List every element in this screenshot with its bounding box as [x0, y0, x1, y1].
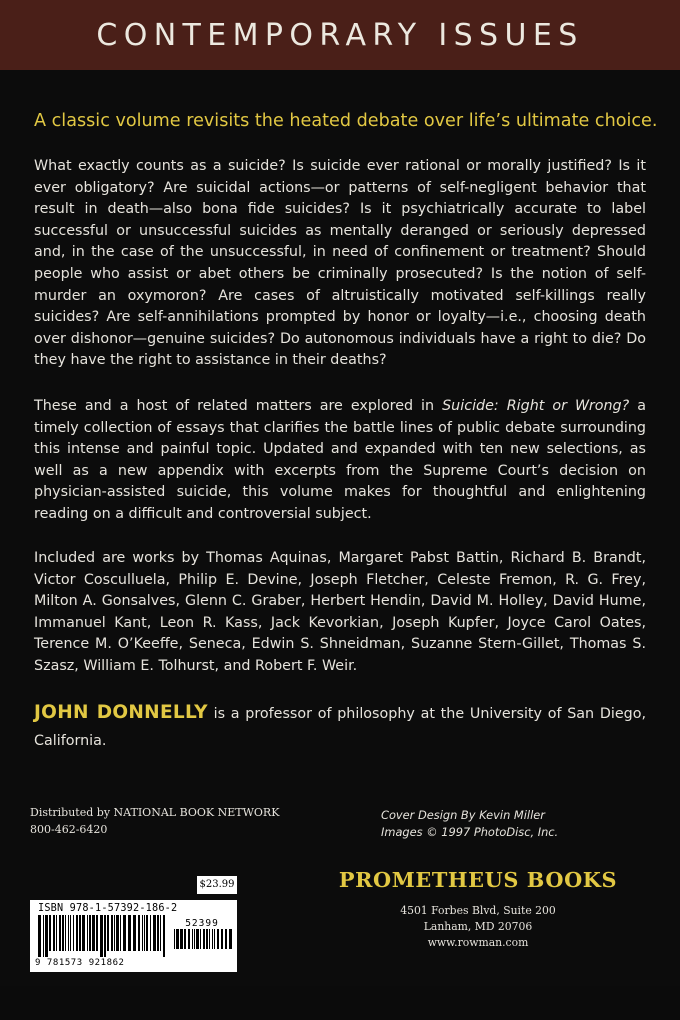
barcode-bar	[206, 929, 208, 949]
barcode-bar	[214, 929, 215, 949]
barcode-bar	[73, 915, 74, 951]
address-line-1: 4501 Forbes Blvd, Suite 200	[400, 904, 556, 917]
barcode-bar	[188, 929, 190, 949]
barcode-bar	[68, 915, 69, 951]
isbn: ISBN 978-1-57392-186-2	[38, 903, 178, 914]
paragraph-2-intro: These and a host of related matters are explored in	[34, 398, 443, 414]
barcode-bar	[49, 915, 51, 951]
barcode-bar	[45, 915, 48, 957]
barcode-bar	[150, 915, 151, 951]
price: $23.99	[199, 879, 235, 890]
ean-digits: 9 781573 921862	[35, 958, 125, 968]
cover-credits	[381, 807, 558, 841]
price-label	[197, 876, 237, 894]
barcode-bar	[53, 915, 55, 951]
barcode-bar	[116, 915, 119, 951]
barcode-bar	[76, 915, 78, 951]
ean-barcode-bars	[36, 915, 168, 957]
barcode-bar	[229, 929, 232, 949]
distributor-phone: 800-462-6420	[30, 823, 108, 836]
description-paragraph-1: What exactly counts as a suicide? Is suicide ever rational or morally justified? Is it ever obligatory? Are suicidal actions—or patterns of self-negligent behavior that result in death—also bona fide suicides? Is it psychiatrically accurate to label successful or unsuccessful suicides as mentally deranged or seriously depressed and, in the case of the unsuccessful, in need of confinement or treatment? Should people who assist or abet others be criminally prosecuted? Is the notion of self-murder an oxymoron? Are cases of altruistically motivated self-killings really suicides? Are self-annihilations prompted by honor or loyalty—i.e., choosing death over dishonor—genuine suicides? Do autonomous individuals have a right to die? Do they have the right to assistance in their deaths?	[34, 158, 646, 369]
barcode-bar	[133, 915, 136, 951]
barcode-bar	[212, 929, 213, 949]
barcode-bar	[38, 915, 41, 957]
barcode-bar	[200, 929, 201, 949]
distributor: Distributed by NATIONAL BOOK NETWORK	[30, 806, 280, 819]
author-bio-text: is a professor of philosophy at the University of San Diego, California.	[34, 706, 646, 749]
series-title: CONTEMPORARY ISSUES	[96, 18, 584, 53]
barcode-bar	[107, 915, 109, 951]
barcode-bar	[82, 915, 85, 951]
barcode-bar	[163, 915, 165, 957]
barcode-bar	[142, 915, 143, 951]
author-name: JOHN DONNELLY	[34, 702, 208, 723]
barcode-bar	[146, 915, 148, 951]
address-line-2: Lanham, MD 20706	[423, 920, 533, 933]
barcode-bar	[92, 915, 95, 951]
barcode-bar	[194, 929, 195, 949]
cover-design-credit: Cover Design By Kevin Miller	[381, 808, 545, 822]
barcode-bar	[217, 929, 219, 949]
barcode-bar	[87, 915, 88, 951]
publisher-website: www.rowman.com	[427, 936, 529, 949]
barcode-bar	[203, 929, 205, 949]
barcode-bar	[153, 915, 156, 951]
barcode-bar	[111, 915, 113, 951]
description-paragraph-2	[34, 396, 646, 526]
barcode-bar	[89, 915, 91, 951]
barcode-bar	[225, 929, 227, 949]
barcode-bar	[192, 929, 193, 949]
distribution-info	[30, 804, 279, 838]
image-credit: Images © 1997 PhotoDisc, Inc.	[381, 825, 559, 839]
book-title: Suicide: Right or Wrong?	[442, 398, 630, 414]
barcode-bar	[104, 915, 106, 957]
barcode-bar	[157, 915, 159, 951]
barcode-bar	[196, 929, 199, 949]
barcode-bar	[96, 915, 98, 951]
barcode-bar	[209, 929, 210, 949]
barcode-bar	[138, 915, 140, 951]
barcode-bar	[160, 915, 161, 951]
header-band	[0, 0, 680, 70]
barcode-bar	[56, 915, 57, 951]
barcode-bar	[221, 929, 223, 949]
barcode-bar	[100, 915, 103, 957]
paragraph-2-rest: a timely collection of essays that clarifies the battle lines of public debate surrounding this intense and painful topic. Updated and expanded with ten new selections, as well as a new appendix with excerpts from the Supreme Court’s decision on physician-assisted suicide, this volume makes for thoughtful and enlightening reading on a difficult and controversial subject.	[34, 398, 646, 522]
barcode-bar	[59, 915, 61, 951]
barcode-bar	[62, 915, 64, 951]
publisher-name: PROMETHEUS BOOKS	[338, 867, 618, 892]
barcode-bar	[180, 929, 183, 949]
addon-digits: 52399	[185, 918, 219, 929]
barcode-bar	[43, 915, 44, 957]
barcode-bar	[184, 929, 186, 949]
barcode-bar	[70, 915, 71, 951]
addon-barcode-bars	[172, 929, 232, 969]
barcode-bar	[144, 915, 145, 951]
barcode-bar	[114, 915, 115, 951]
publisher-address	[328, 903, 628, 951]
barcode-bar	[128, 915, 131, 951]
barcode-bar	[79, 915, 81, 951]
barcode-bar	[65, 915, 66, 951]
barcode-bar	[123, 915, 126, 951]
barcode-bar	[174, 929, 175, 949]
barcode-bar	[120, 915, 121, 951]
author-bio	[34, 699, 646, 755]
tagline: A classic volume revisits the heated debate over life’s ultimate choice.	[34, 111, 658, 131]
barcode	[30, 900, 237, 972]
barcode-bar	[176, 929, 179, 949]
contributors-paragraph: Included are works by Thomas Aquinas, Margaret Pabst Battin, Richard B. Brandt, Victor Cosculluela, Philip E. Devine, Joseph Fletcher, Celeste Fremon, R. G. Frey, Milton A. Gonsalves, Glenn C. Graber, Herbert Hendin, David M. Holley, David Hume, Immanuel Kant, Leon R. Kass, Jack Kevorkian, Joseph Kupfer, Joyce Carol Oates, Terence M. O’Keeffe, Seneca, Edwin S. Shneidman, Suzanne Stern-Gillet, Thomas S. Szasz, William E. Tolhurst, and Robert F. Weir.	[34, 550, 646, 674]
